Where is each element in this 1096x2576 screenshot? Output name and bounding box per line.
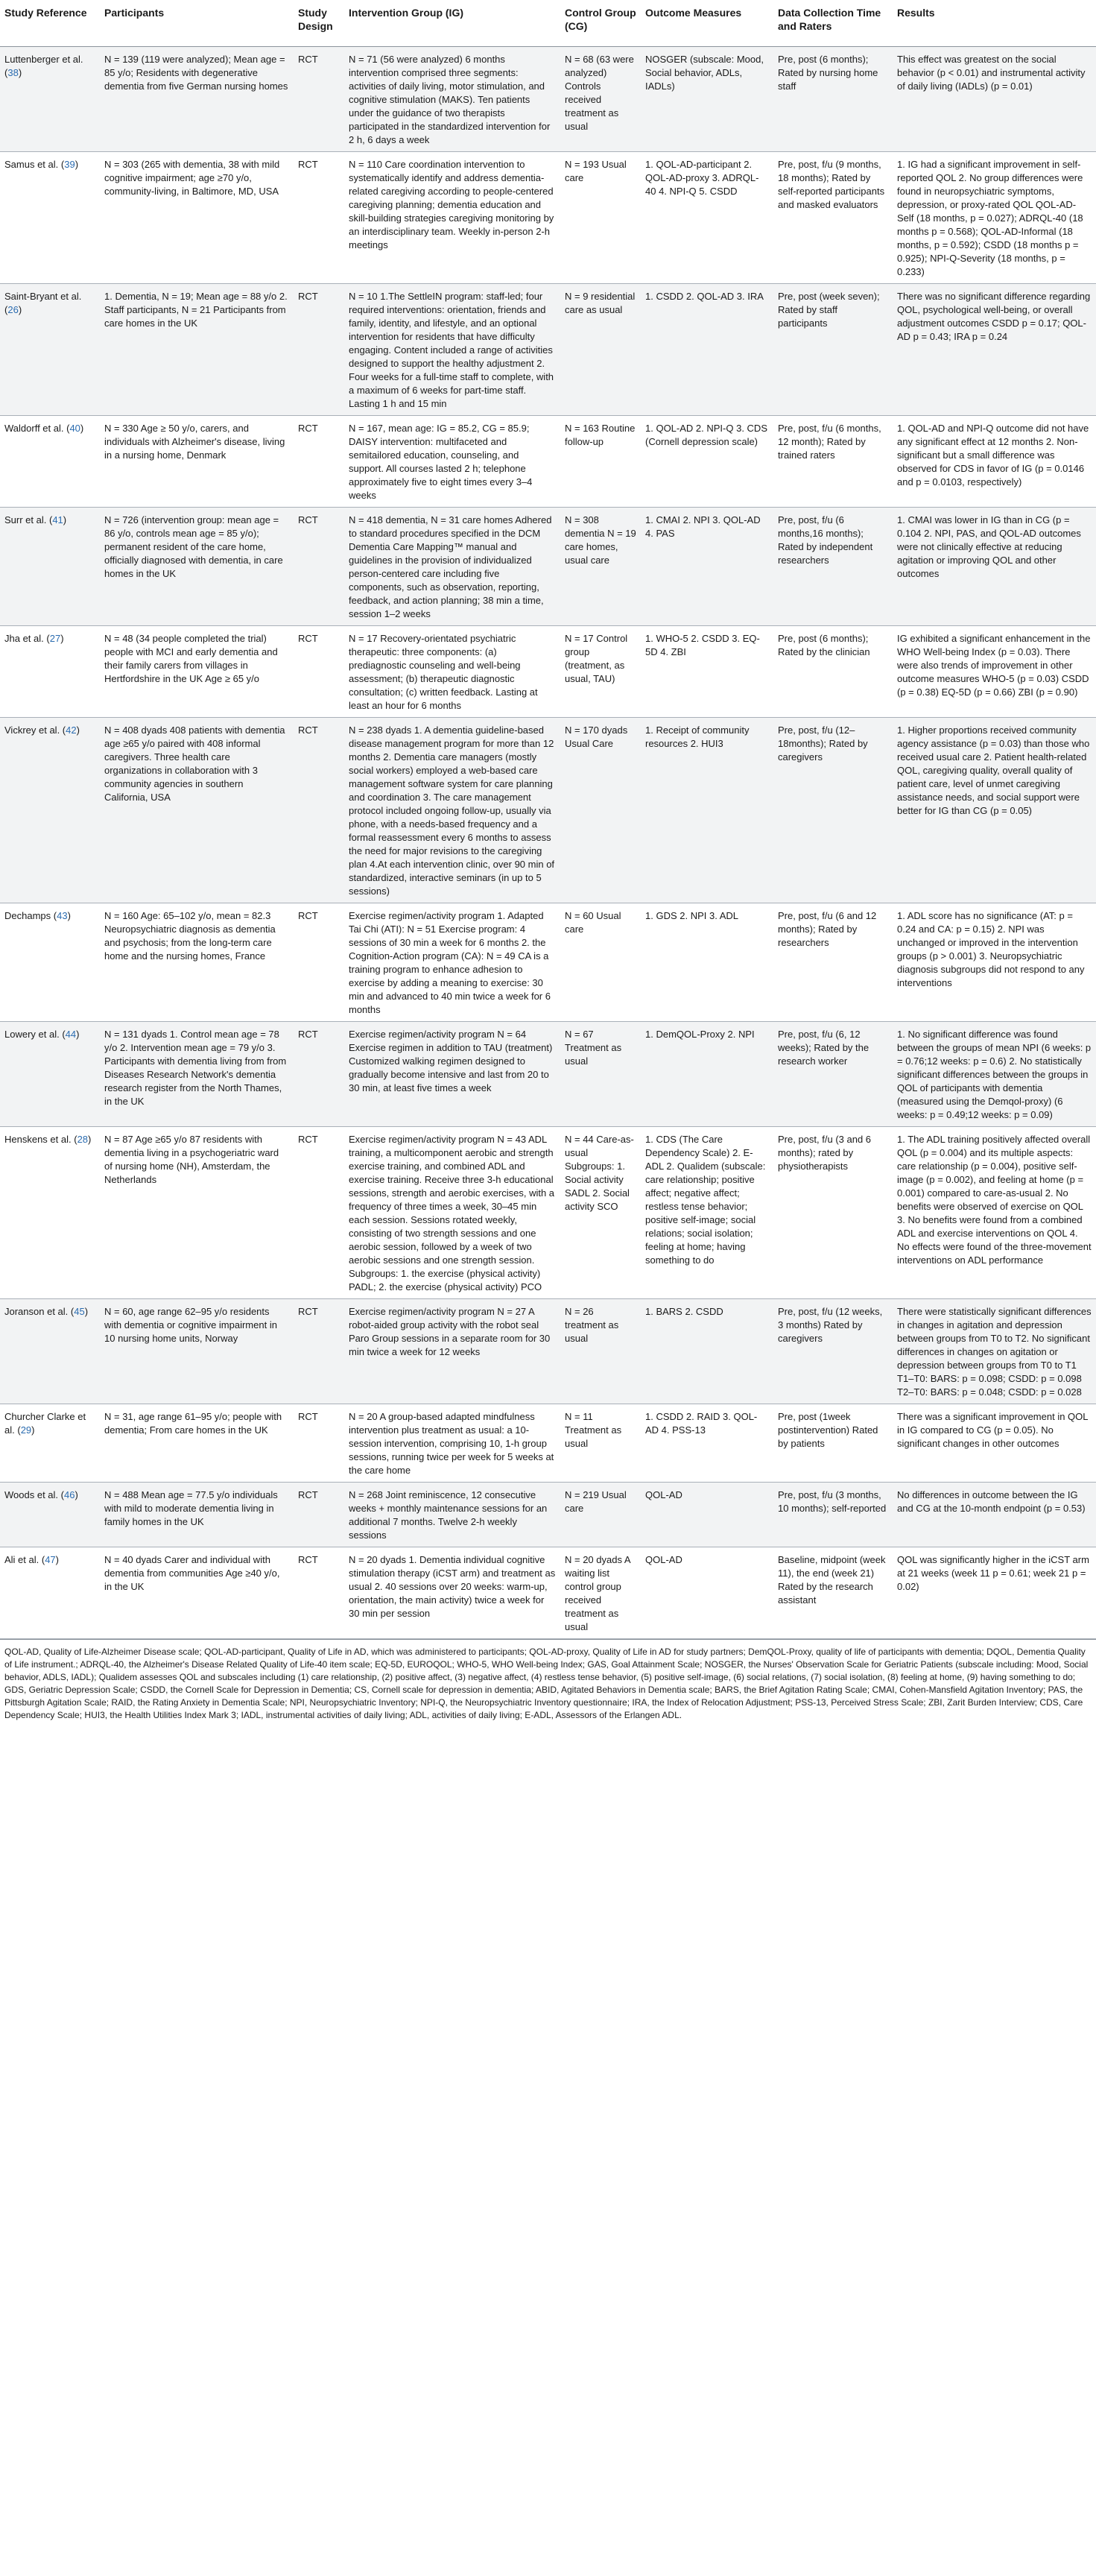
- cell-data-collection: Pre, post, f/u (3 and 6 months); rated by physiotherapists: [773, 1127, 893, 1299]
- cell-participants: N = 131 dyads 1. Control mean age = 78 y/o 2. Intervention mean age = 79 y/o 3. Participants with dementia living from from Diseases Research Network's dementia research register from the North Thames, in the UK: [100, 1022, 294, 1127]
- cell-results: 1. The ADL training positively affected overall QOL (p = 0.004) and its multiple aspects: care relationship (p = 0.004), positive self-image (p = 0.002), and feeling at home (p = 0.001) compared to care-as-usual 2. No benefits were observed of exercise on QOL 3. No benefits were found from a combined ADL and exercise interventions on QOL 4. No effects were found of the three-movement interventions on ADL performance: [893, 1127, 1096, 1299]
- table-row: [0, 1299, 1096, 1404]
- cell-participants: N = 488 Mean age = 77.5 y/o individuals with mild to moderate dementia living in family homes in the UK: [100, 1483, 294, 1547]
- cell-design: RCT: [294, 1547, 344, 1639]
- cell-data-collection: Baseline, midpoint (week 11), the end (week 21) Rated by the research assistant: [773, 1547, 893, 1639]
- table-row: [0, 1404, 1096, 1483]
- cell-intervention: Exercise regimen/activity program N = 27 A robot-aided group activity with the robot seal Paro Group sessions in a separate room for 30 min twice a week for 12 weeks: [344, 1299, 560, 1404]
- study-name: Surr et al.: [4, 514, 47, 525]
- header-intervention: Intervention Group (IG): [344, 0, 560, 47]
- cell-control: N = 17 Control group (treatment, as usual, TAU): [560, 626, 641, 718]
- citation-link[interactable]: 40: [69, 423, 80, 434]
- cell-control: N = 193 Usual care: [560, 152, 641, 284]
- cell-data-collection: Pre, post, f/u (6, 12 weeks); Rated by the research worker: [773, 1022, 893, 1127]
- table-footnote: QOL-AD, Quality of Life-Alzheimer Disease scale; QOL-AD-participant, Quality of Life in AD, which was administered to participants; QOL-AD-proxy, Quality of Life in AD for study partners; DemQOL-Proxy, quality of life of participants with dementia; DQOL, Dementia Quality of Life instrument.; ADRQL-40, the Alzheimer's Disease Related Quality of Life-40 item scale; EQ-5D, EUROQOL; WHO-5, WHO Well-being Index; GAS, Goal Attainment Scale; NOSGER, the Nurses' Observation Scale for Geriatric Patients (subscale including: Mood, Social behavior, ADLS, IADL); Qualidem assesses QOL and subscales including (1) care relationship, (2) positive affect, (3) negative affect, (4) restless tense behavior, (5) positive self-image, (6) social relations, (7) social isolation, (8) feeling at home, (9) having something to do; GDS, Geriatric Depression Scale; CSDD, the Cornell Scale for Depression in Dementia; CS, Cornell scale for depression in dementia; ABID, Agitated Behaviors in Dementia scale; BARS, the Brief Agitation Rating Scale; CMAI, Cohen-Mansfield Agitation Inventory; PAS, the Pittsburgh Agitation Scale; RAID, the Rating Anxiety in Dementia Scale; NPI, Neuropsychiatric Inventory; NPI-Q, the Neuropsychiatric Inventory questionnaire; IRA, the Index of Relocation Adjustment; PSS-13, Perceived Stress Scale; ZBI, Zarit Burden Interview; CDS, Care Dependency Scale; HUI3, the Health Utilities Index Mark 3; IADL, instrumental activities of daily living; ADL, activities of daily living; E-ADL, Assessors of the Erlangen ADL.: [0, 1639, 1096, 1728]
- cell-intervention: N = 167, mean age: IG = 85.2, CG = 85.9; DAISY intervention: multifaceted and semitailored education, counseling, and support. All courses lasted 2 h; telephone approximately five to eight times every 3–4 weeks: [344, 416, 560, 508]
- cell-design: RCT: [294, 1483, 344, 1547]
- cell-results: 1. QOL-AD and NPI-Q outcome did not have any significant effect at 12 months 2. Non-significant but a small difference was observed for CDS in favor of IG (p = 0.0146 and p = 0.0103, respectively): [893, 416, 1096, 508]
- study-name: Lowery et al.: [4, 1029, 60, 1040]
- cell-outcomes: 1. CSDD 2. QOL-AD 3. IRA: [641, 284, 773, 416]
- cell-intervention: N = 71 (56 were analyzed) 6 months intervention comprised three segments: activities of daily living, motor stimulation, and cognitive stimulation (MAKS). Ten patients under the guidance of two therapists participated in the standardized intervention for 2 h, 6 days a week: [344, 47, 560, 152]
- cell-study: Lowery et al. (44): [0, 1022, 100, 1127]
- cell-results: No differences in outcome between the IG and CG at the 10-month endpoint (p = 0.53): [893, 1483, 1096, 1547]
- table-row: [0, 1483, 1096, 1547]
- cell-design: RCT: [294, 284, 344, 416]
- cell-data-collection: Pre, post (6 months); Rated by nursing home staff: [773, 47, 893, 152]
- cell-study: Henskens et al. (28): [0, 1127, 100, 1299]
- study-name: Waldorff et al.: [4, 423, 64, 434]
- cell-intervention: N = 238 dyads 1. A dementia guideline-based disease management program for more than 12 months 2. Dementia care managers (mostly social workers) employed a web-based care management software system for care planning and coordination 3. The care management protocol included ongoing follow-up, usually via phone, with a needs-based frequency and a formal reassessment every 6 months to assess the need for major revisions to the caregiving plan 4.At each intervention clinic, over 90 min of standardized, interactive seminars (in up to 5 sessions): [344, 718, 560, 903]
- study-name: Samus et al.: [4, 159, 59, 170]
- table-row: [0, 903, 1096, 1022]
- cell-design: RCT: [294, 626, 344, 718]
- cell-design: RCT: [294, 1299, 344, 1404]
- cell-intervention: N = 20 A group-based adapted mindfulness intervention plus treatment as usual: a 10-session intervention, comprising 10, 1-h group sessions, running twice per week for 5 weeks at the care home: [344, 1404, 560, 1483]
- cell-data-collection: Pre, post, f/u (12 weeks, 3 months) Rated by caregivers: [773, 1299, 893, 1404]
- cell-design: RCT: [294, 416, 344, 508]
- cell-results: There was a significant improvement in QOL in IG compared to CG (p = 0.05). No significant changes in other outcomes: [893, 1404, 1096, 1483]
- cell-design: RCT: [294, 1127, 344, 1299]
- cell-study: Churcher Clarke et al. (29): [0, 1404, 100, 1483]
- table-row: [0, 626, 1096, 718]
- table-row: [0, 152, 1096, 284]
- table-row: [0, 1022, 1096, 1127]
- cell-data-collection: Pre, post, f/u (6 and 12 months); Rated by researchers: [773, 903, 893, 1022]
- cell-study: Luttenberger et al. (38): [0, 47, 100, 152]
- cell-control: N = 68 (63 were analyzed) Controls received treatment as usual: [560, 47, 641, 152]
- citation-link[interactable]: 39: [64, 159, 75, 170]
- cell-study: Dechamps (43): [0, 903, 100, 1022]
- cell-results: There was no significant difference regarding QOL, psychological well-being, or overall adjustment outcomes CSDD p = 0.17; QOL-AD p = 0.43; IRA p = 0.24: [893, 284, 1096, 416]
- citation-link[interactable]: 29: [20, 1424, 32, 1436]
- cell-data-collection: Pre, post, f/u (6 months, 12 month); Rated by trained raters: [773, 416, 893, 508]
- cell-design: RCT: [294, 718, 344, 903]
- cell-outcomes: 1. DemQOL-Proxy 2. NPI: [641, 1022, 773, 1127]
- cell-control: N = 60 Usual care: [560, 903, 641, 1022]
- citation-link[interactable]: 26: [7, 304, 19, 315]
- citation-link[interactable]: 41: [52, 514, 63, 525]
- cell-data-collection: Pre, post (6 months); Rated by the clinician: [773, 626, 893, 718]
- cell-data-collection: Pre, post, f/u (9 months, 18 months); Rated by self-reported participants and masked evaluators: [773, 152, 893, 284]
- table-body: [0, 47, 1096, 1639]
- cell-outcomes: QOL-AD: [641, 1483, 773, 1547]
- study-name: Jha et al.: [4, 633, 44, 644]
- study-name: Joranson et al.: [4, 1306, 69, 1317]
- cell-results: IG exhibited a significant enhancement in the WHO Well-being Index (p = 0.03). There were also trends of improvement in other outcome measures WHO-5 (p = 0.03) CSDD (p = 0.38) EQ-5D (p = 0.66) ZBI (p = 0.90): [893, 626, 1096, 718]
- cell-results: 1. CMAI was lower in IG than in CG (p = 0.104 2. NPI, PAS, and QOL-AD outcomes were not clinically effective at reducing agitation or improving QOL and other outcomes: [893, 508, 1096, 626]
- table-row: [0, 416, 1096, 508]
- study-name: Saint-Bryant et al.: [4, 291, 82, 302]
- cell-results: 1. Higher proportions received community agency assistance (p = 0.03) than those who received usual care 2. Patient health-related QOL, caregiving quality, overall quality of patient care, level of unmet caregiving assistance needs, and social support were better for IG than CG (p = 0.05): [893, 718, 1096, 903]
- cell-results: 1. IG had a significant improvement in self-reported QOL 2. No group differences were found in neuropsychiatric symptoms, depression, or proxy-rated QOL QOL-AD-Self (18 months, p = 0.027); ADRQL-40 (18 months p = 0.568); QOL-AD-Informal (18 months, p = 0.592); CSDD (18 months p = 0.925); NPI-Q-Severity (18 months, p = 0.233): [893, 152, 1096, 284]
- cell-results: 1. No significant difference was found between the groups of mean NPI (6 weeks: p = 0.76;12 weeks: p = 0.6) 2. No statistically significant differences between the groups in QOL of participants with dementia (measured using the Demqol-proxy) (6 weeks: p = 0.49;12 weeks: p = 0.09): [893, 1022, 1096, 1127]
- header-data-collection: Data Collection Time and Raters: [773, 0, 893, 47]
- cell-results: There were statistically significant differences in changes in agitation and depression between groups from T0 to T2. No significant differences in changes on agitation or depression between groups from T0 to T1 T1–T0: BARS: p = 0.098; CSDD: p = 0.098 T2–T0: BARS: p = 0.048; CSDD: p = 0.028: [893, 1299, 1096, 1404]
- cell-data-collection: Pre, post (1week postintervention) Rated by patients: [773, 1404, 893, 1483]
- cell-outcomes: QOL-AD: [641, 1547, 773, 1639]
- cell-control: N = 20 dyads A waiting list control group received treatment as usual: [560, 1547, 641, 1639]
- header-design: Study Design: [294, 0, 344, 47]
- cell-control: N = 163 Routine follow-up: [560, 416, 641, 508]
- cell-outcomes: 1. CDS (The Care Dependency Scale) 2. E-ADL 2. Qualidem (subscale: care relationship; positive affect; negative affect; restless tense behavior; positive self-image; social relations; social isolation; feeling at home; having something to do: [641, 1127, 773, 1299]
- cell-participants: N = 48 (34 people completed the trial) people with MCI and early dementia and their family carers from villages in Hertfordshire in the UK Age ≥ 65 y/o: [100, 626, 294, 718]
- cell-control: N = 26 treatment as usual: [560, 1299, 641, 1404]
- citation-link[interactable]: 47: [45, 1554, 56, 1565]
- cell-intervention: Exercise regimen/activity program N = 43 ADL training, a multicomponent aerobic and strength exercise training, and combined ADL and exercise training. Receive three 3-h educational sessions, strength and aerobic exercises, with a frequency of three times a week, 30–45 min each session. Sessions rotated weekly, consisting of two strength sessions and one aerobic session, followed by a week of two aerobic sessions and one strength session. Subgroups: 1. the exercise (physical activity) PADL; 2. the exercise (physical activity) PCO: [344, 1127, 560, 1299]
- cell-results: 1. ADL score has no significance (AT: p = 0.24 and CA: p = 0.15) 2. NPI was unchanged or improved in the intervention groups (p > 0.001) 3. Neuropsychiatric diagnosis subgroups did not respond to any interventions: [893, 903, 1096, 1022]
- citation-link[interactable]: 44: [65, 1029, 77, 1040]
- cell-design: RCT: [294, 508, 344, 626]
- header-control: Control Group (CG): [560, 0, 641, 47]
- cell-outcomes: 1. WHO-5 2. CSDD 3. EQ-5D 4. ZBI: [641, 626, 773, 718]
- header-study: Study Reference: [0, 0, 100, 47]
- cell-intervention: N = 418 dementia, N = 31 care homes Adhered to standard procedures specified in the DCM Dementia Care Mapping™ manual and guidelines in the provision of individualized person-centered care including five components, such as observation, reporting, feedback, and action planning; 38 min a time, session 1–2 weeks: [344, 508, 560, 626]
- study-name: Woods et al.: [4, 1489, 59, 1500]
- cell-intervention: N = 268 Joint reminiscence, 12 consecutive weeks + monthly maintenance sessions for an additional 7 months. Twelve 2-h weekly sessions: [344, 1483, 560, 1547]
- cell-design: RCT: [294, 903, 344, 1022]
- cell-outcomes: 1. QOL-AD-participant 2. QOL-AD-proxy 3. ADRQL-40 4. NPI-Q 5. CSDD: [641, 152, 773, 284]
- cell-data-collection: Pre, post, f/u (12–18months); Rated by caregivers: [773, 718, 893, 903]
- cell-design: RCT: [294, 1404, 344, 1483]
- cell-data-collection: Pre, post, f/u (3 months, 10 months); self-reported: [773, 1483, 893, 1547]
- cell-study: Saint-Bryant et al. (26): [0, 284, 100, 416]
- cell-outcomes: 1. CSDD 2. RAID 3. QOL-AD 4. PSS-13: [641, 1404, 773, 1483]
- cell-participants: 1. Dementia, N = 19; Mean age = 88 y/o 2. Staff participants, N = 21 Participants from care homes in the UK: [100, 284, 294, 416]
- cell-study: Waldorff et al. (40): [0, 416, 100, 508]
- cell-control: N = 308 dementia N = 19 care homes, usual care: [560, 508, 641, 626]
- study-name: Vickrey et al.: [4, 724, 60, 736]
- table-row: [0, 1127, 1096, 1299]
- cell-study: Joranson et al. (45): [0, 1299, 100, 1404]
- table-row: [0, 284, 1096, 416]
- header-outcomes: Outcome Measures: [641, 0, 773, 47]
- cell-control: N = 67 Treatment as usual: [560, 1022, 641, 1127]
- study-name: Churcher Clarke et al.: [4, 1411, 86, 1436]
- cell-study: Ali et al. (47): [0, 1547, 100, 1639]
- cell-data-collection: Pre, post (week seven); Rated by staff participants: [773, 284, 893, 416]
- cell-control: N = 11 Treatment as usual: [560, 1404, 641, 1483]
- cell-control: N = 9 residential care as usual: [560, 284, 641, 416]
- citation-link[interactable]: 43: [57, 910, 68, 921]
- cell-intervention: N = 110 Care coordination intervention to systematically identify and address dementia-related caregiving according to people-centered caregiving planning; dementia education and skill-building strategies caregiving monitoring by an interdisciplinary team. Weekly in-person 2-h meetings: [344, 152, 560, 284]
- citation-link[interactable]: 38: [7, 67, 19, 78]
- cell-intervention: Exercise regimen/activity program 1. Adapted Tai Chi (ATI): N = 51 Exercise program: 4 sessions of 30 min a week for 6 months 2. the Cognition-Action program (CA): N = 49 CA is a training program to enhance adhesion to exercise by adding a meaning to exercise: 30 min and advanced to 40 min twice a week for 6 months: [344, 903, 560, 1022]
- cell-design: RCT: [294, 47, 344, 152]
- header-participants: Participants: [100, 0, 294, 47]
- cell-control: N = 170 dyads Usual Care: [560, 718, 641, 903]
- cell-intervention: N = 17 Recovery-orientated psychiatric therapeutic: three components: (a) prediagnostic counseling and well-being assessment; (b) therapeutic diagnostic consultation; (c) written feedback. Lasting at least an hour for 6 months: [344, 626, 560, 718]
- cell-intervention: Exercise regimen/activity program N = 64 Exercise regimen in addition to TAU (treatment) Customized walking regimen designed to gradually become intensive and last from 20 to 30 min, at least five times a week: [344, 1022, 560, 1127]
- table-row: [0, 508, 1096, 626]
- cell-participants: N = 31, age range 61–95 y/o; people with dementia; From care homes in the UK: [100, 1404, 294, 1483]
- citation-link[interactable]: 45: [74, 1306, 85, 1317]
- cell-outcomes: 1. Receipt of community resources 2. HUI3: [641, 718, 773, 903]
- cell-design: RCT: [294, 1022, 344, 1127]
- cell-control: N = 219 Usual care: [560, 1483, 641, 1547]
- study-name: Luttenberger et al.: [4, 54, 83, 65]
- cell-participants: N = 60, age range 62–95 y/o residents with dementia or cognitive impairment in 10 nursing home units, Norway: [100, 1299, 294, 1404]
- cell-participants: N = 139 (119 were analyzed); Mean age = 85 y/o; Residents with degenerative dementia from five German nursing homes: [100, 47, 294, 152]
- study-name: Ali et al.: [4, 1554, 39, 1565]
- cell-study: Samus et al. (39): [0, 152, 100, 284]
- cell-participants: N = 330 Age ≥ 50 y/o, carers, and individuals with Alzheimer's disease, living in a nursing home, Denmark: [100, 416, 294, 508]
- citation-link[interactable]: 28: [77, 1134, 89, 1145]
- cell-outcomes: NOSGER (subscale: Mood, Social behavior, ADLs, IADLs): [641, 47, 773, 152]
- cell-intervention: N = 20 dyads 1. Dementia individual cognitive stimulation therapy (iCST arm) and treatment as usual 2. 40 sessions over 20 weeks: warm-up, orientation, the main activity) twice a week for 30 min per session: [344, 1547, 560, 1639]
- cell-outcomes: 1. CMAI 2. NPI 3. QOL-AD 4. PAS: [641, 508, 773, 626]
- cell-design: RCT: [294, 152, 344, 284]
- cell-data-collection: Pre, post, f/u (6 months,16 months); Rated by independent researchers: [773, 508, 893, 626]
- table-row: [0, 1547, 1096, 1639]
- cell-study: Woods et al. (46): [0, 1483, 100, 1547]
- table-row: [0, 718, 1096, 903]
- cell-participants: N = 87 Age ≥65 y/o 87 residents with dementia living in a psychogeriatric ward of nursing home (NH), Amsterdam, the Netherlands: [100, 1127, 294, 1299]
- cell-results: QOL was significantly higher in the iCST arm at 21 weeks (week 11 p = 0.61; week 21 p = 0.02): [893, 1547, 1096, 1639]
- cell-participants: N = 40 dyads Carer and individual with dementia from communities Age ≥40 y/o, in the UK: [100, 1547, 294, 1639]
- cell-participants: N = 408 dyads 408 patients with dementia age ≥65 y/o paired with 408 informal caregivers. Three health care organizations in collaboration with 3 community agencies in southern California, USA: [100, 718, 294, 903]
- citation-link[interactable]: 46: [63, 1489, 75, 1500]
- study-name: Dechamps: [4, 910, 51, 921]
- cell-study: Jha et al. (27): [0, 626, 100, 718]
- cell-control: N = 44 Care-as-usual Subgroups: 1. Social activity SADL 2. Social activity SCO: [560, 1127, 641, 1299]
- cell-intervention: N = 10 1.The SettleIN program: staff-led; four required interventions: orientation, friends and family, identity, and lifestyle, and an optional intervention for residents that have difficulty engaging. Content included a range of activities designed to support the healthy adjustment 2. Four weeks for a full-time staff to complete, with a maximum of 6 weeks for part-time staff. Lasting 1 h and 15 min: [344, 284, 560, 416]
- cell-results: This effect was greatest on the social behavior (p < 0.01) and instrumental activity of daily living (IADLs) (p = 0.01): [893, 47, 1096, 152]
- cell-participants: N = 726 (intervention group: mean age = 86 y/o, controls mean age = 85 y/o); permanent resident of the care home, officially diagnosed with dementia, in care homes in the UK: [100, 508, 294, 626]
- citation-link[interactable]: 27: [49, 633, 61, 644]
- study-name: Henskens et al.: [4, 1134, 72, 1145]
- citation-link[interactable]: 42: [66, 724, 77, 736]
- cell-participants: N = 303 (265 with dementia, 38 with mild cognitive impairment; age ≥70 y/o, community-living, in Baltimore, MD, USA: [100, 152, 294, 284]
- cell-study: Vickrey et al. (42): [0, 718, 100, 903]
- cell-outcomes: 1. BARS 2. CSDD: [641, 1299, 773, 1404]
- cell-study: Surr et al. (41): [0, 508, 100, 626]
- cell-outcomes: 1. QOL-AD 2. NPI-Q 3. CDS (Cornell depression scale): [641, 416, 773, 508]
- table-row: [0, 47, 1096, 152]
- table-header: [0, 0, 1096, 47]
- cell-participants: N = 160 Age: 65–102 y/o, mean = 82.3 Neuropsychiatric diagnosis as dementia and psychosis; from the long-term care home and the nursing homes, France: [100, 903, 294, 1022]
- header-results: Results: [893, 0, 1096, 47]
- cell-outcomes: 1. GDS 2. NPI 3. ADL: [641, 903, 773, 1022]
